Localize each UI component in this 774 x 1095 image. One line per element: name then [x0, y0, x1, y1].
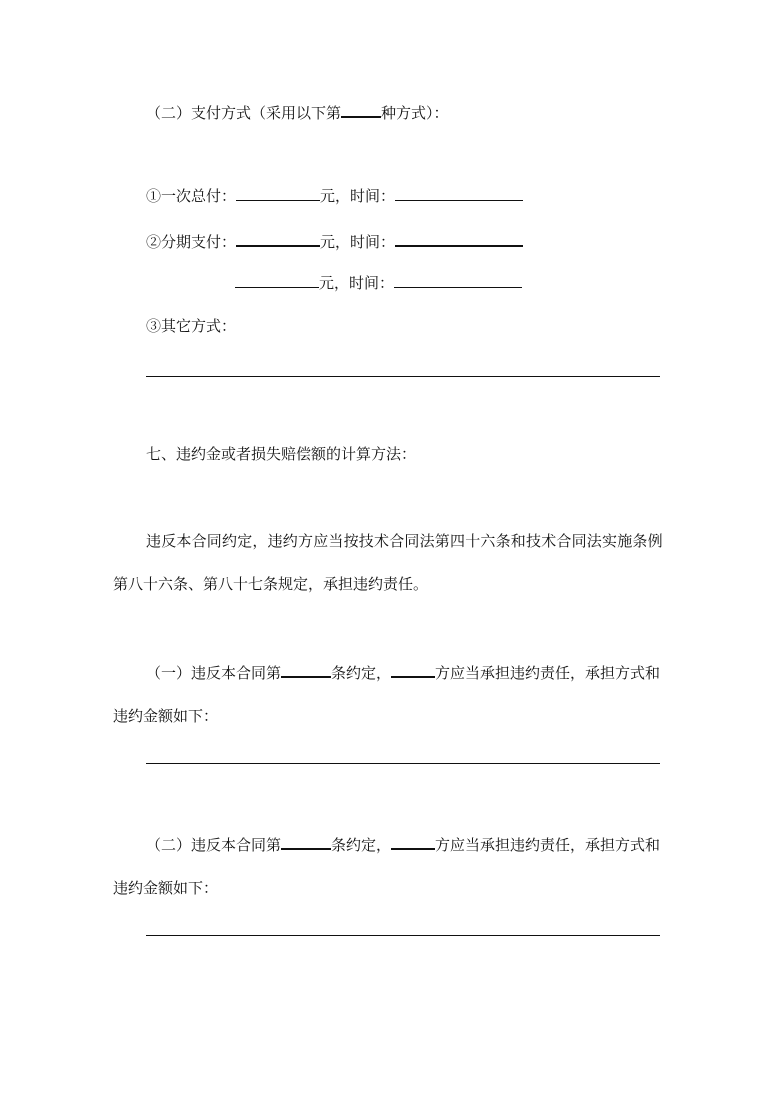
installment-row-1 — [146, 231, 523, 252]
item-1-amount-label: 违约金额如下： — [113, 707, 219, 725]
item-1-clause-mid: 条约定， — [331, 664, 392, 682]
penalty-paragraph-line-2: 第八十六条、第八十七条规定，承担违约责任。 — [113, 575, 429, 593]
other-method-label: ③其它方式： — [146, 317, 237, 335]
payment-method-number-blank[interactable] — [341, 102, 381, 118]
item-1-prefix: （一）违反本合同第 — [146, 664, 282, 682]
lump-sum-yuan-time: 元，时间： — [320, 187, 396, 205]
item-2-clause-mid: 条约定， — [331, 836, 392, 854]
payment-heading-text-post: 种方式）： — [381, 104, 449, 122]
installment-yuan-time-2: 元，时间： — [319, 274, 395, 292]
installment-row-2 — [235, 273, 522, 293]
installment-amount-blank-1[interactable] — [236, 231, 320, 247]
penalty-paragraph-line-1: 违反本合同约定，违约方应当按技术合同法第四十六条和技术合同法实施条例 — [146, 532, 663, 550]
item-1-clause-blank[interactable] — [281, 662, 331, 678]
item-1-party-blank[interactable] — [391, 662, 435, 678]
item-1-clause-post: 方应当承担违约责任，承担方式和 — [435, 664, 661, 682]
item-2-fill-line[interactable] — [146, 935, 660, 936]
payment-heading-text-pre: （二）支付方式（采用以下第 — [146, 104, 342, 122]
installment-label: ②分期支付： — [146, 233, 237, 251]
penalty-item-2 — [146, 834, 660, 855]
payment-method-heading — [146, 102, 449, 123]
installment-time-blank-1[interactable] — [395, 231, 523, 247]
lump-sum-row — [146, 186, 523, 206]
item-2-clause-post: 方应当承担违约责任，承担方式和 — [435, 836, 661, 854]
installment-amount-blank-2[interactable] — [235, 273, 319, 288]
penalty-item-1 — [146, 662, 660, 683]
installment-time-blank-2[interactable] — [394, 273, 522, 288]
other-method-fill-line[interactable] — [146, 376, 660, 377]
lump-sum-time-blank[interactable] — [395, 186, 523, 201]
penalty-heading: 七、违约金或者损失赔偿额的计算方法： — [146, 445, 417, 463]
lump-sum-label: ①一次总付： — [146, 187, 237, 205]
item-2-clause-blank[interactable] — [281, 834, 331, 850]
lump-sum-amount-blank[interactable] — [236, 186, 320, 201]
installment-yuan-time-1: 元，时间： — [320, 233, 396, 251]
item-2-amount-label: 违约金额如下： — [113, 879, 219, 897]
item-2-party-blank[interactable] — [391, 834, 435, 850]
item-2-prefix: （二）违反本合同第 — [146, 836, 282, 854]
item-1-fill-line[interactable] — [146, 763, 660, 764]
